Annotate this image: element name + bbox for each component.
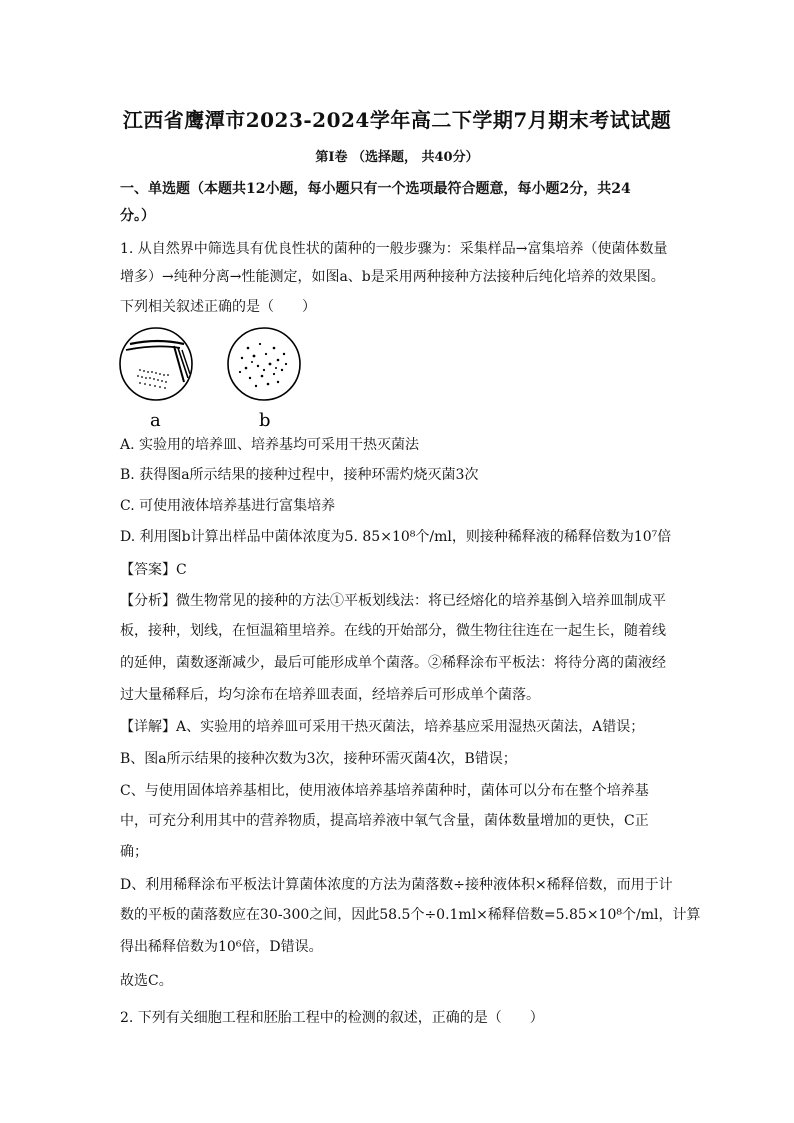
figure-label-a: a: [150, 410, 161, 431]
petri-dish-b: [228, 328, 300, 400]
question-1-conclusion: 故选C。: [120, 973, 173, 989]
question-1-option-d: D. 利用图b计算出样品中菌体浓度为5. 85×10⁸个/ml，则接种稀释液的稀释倍数为10⁷倍: [120, 529, 672, 545]
question-1-detail-line: 【详解】A、实验用的培养皿可采用干热灭菌法，培养基应采用湿热灭菌法，A错误；: [120, 719, 645, 735]
question-1-option-c: C. 可使用液体培养基进行富集培养: [120, 498, 336, 514]
question-1-analysis-line: 过大量稀释后，均匀涂布在培养皿表面，经培养后可形成单个菌落。: [120, 687, 540, 703]
question-1-analysis-line: 的延伸，菌数逐渐减少，最后可能形成单个菌落。②稀释涂布平板法：将待分离的菌液经: [120, 655, 666, 671]
question-1-answer: 【答案】C: [120, 562, 187, 578]
question-1-analysis-line: 【分析】微生物常见的接种的方法①平板划线法：将已经熔化的培养基倒入培养皿制成平: [120, 593, 666, 609]
question-1-detail-line: D、利用稀释涂布平板法计算菌体浓度的方法为菌落数÷接种液体积×稀释倍数，而用于计: [120, 877, 673, 893]
section-heading-line: 一、单选题（本题共12小题，每小题只有一个选项最符合题意，每小题2分，共24: [120, 181, 631, 197]
question-1-detail-line: C、与使用固体培养基相比，使用液体培养基培养菌种时，菌体可以分布在整个培养基: [120, 783, 649, 799]
page-title: 江西省鹰潭市2023-2024学年高二下学期7月期末考试试题: [122, 108, 672, 132]
section-subtitle: 第Ⅰ卷 （选择题， 共40分）: [315, 150, 479, 165]
petri-dish-drawing: [118, 326, 318, 436]
figure-label-b: b: [259, 410, 271, 431]
question-1-detail-line: 中，可充分利用其中的营养物质，提高培养液中氧气含量，菌体数量增加的更快，C正: [120, 813, 649, 829]
question-1-stem-line: 增多）→纯种分离→性能测定，如图a、b是采用两种接种方法接种后纯化培养的效果图。: [120, 269, 665, 285]
question-1-option-a: A. 实验用的培养皿、培养基均可采用干热灭菌法: [120, 437, 420, 453]
petri-dish-a: [120, 328, 192, 400]
question-1-detail-line: 得出稀释倍数为10⁶倍，D错误。: [120, 939, 323, 955]
question-1-stem-line: 下列相关叙述正确的是（ ）: [120, 299, 316, 315]
question-2-stem-line: 2. 下列有关细胞工程和胚胎工程中的检测的叙述，正确的是（ ）: [120, 1010, 544, 1026]
question-1-option-b: B. 获得图a所示结果的接种过程中，接种环需灼烧灭菌3次: [120, 467, 479, 483]
petri-dish-figure: [118, 326, 318, 436]
question-1-stem-line: 1. 从自然界中筛选具有优良性状的菌种的一般步骤为：采集样品→富集培养（使菌体数量: [120, 241, 668, 257]
question-1-analysis-line: 板，接种，划线，在恒温箱里培养。在线的开始部分，微生物往往连在一起生长，随着线: [120, 623, 666, 639]
question-1-detail-line: B、图a所示结果的接种次数为3次，接种环需灭菌4次，B错误；: [120, 751, 517, 767]
question-1-detail-line: 确；: [120, 844, 148, 860]
section-heading-line: 分。）: [120, 208, 155, 224]
question-1-detail-line: 数的平板的菌落数应在30-300之间，因此58.5个÷0.1ml×稀释倍数=5.85×10⁸个/ml，计算: [120, 907, 701, 923]
